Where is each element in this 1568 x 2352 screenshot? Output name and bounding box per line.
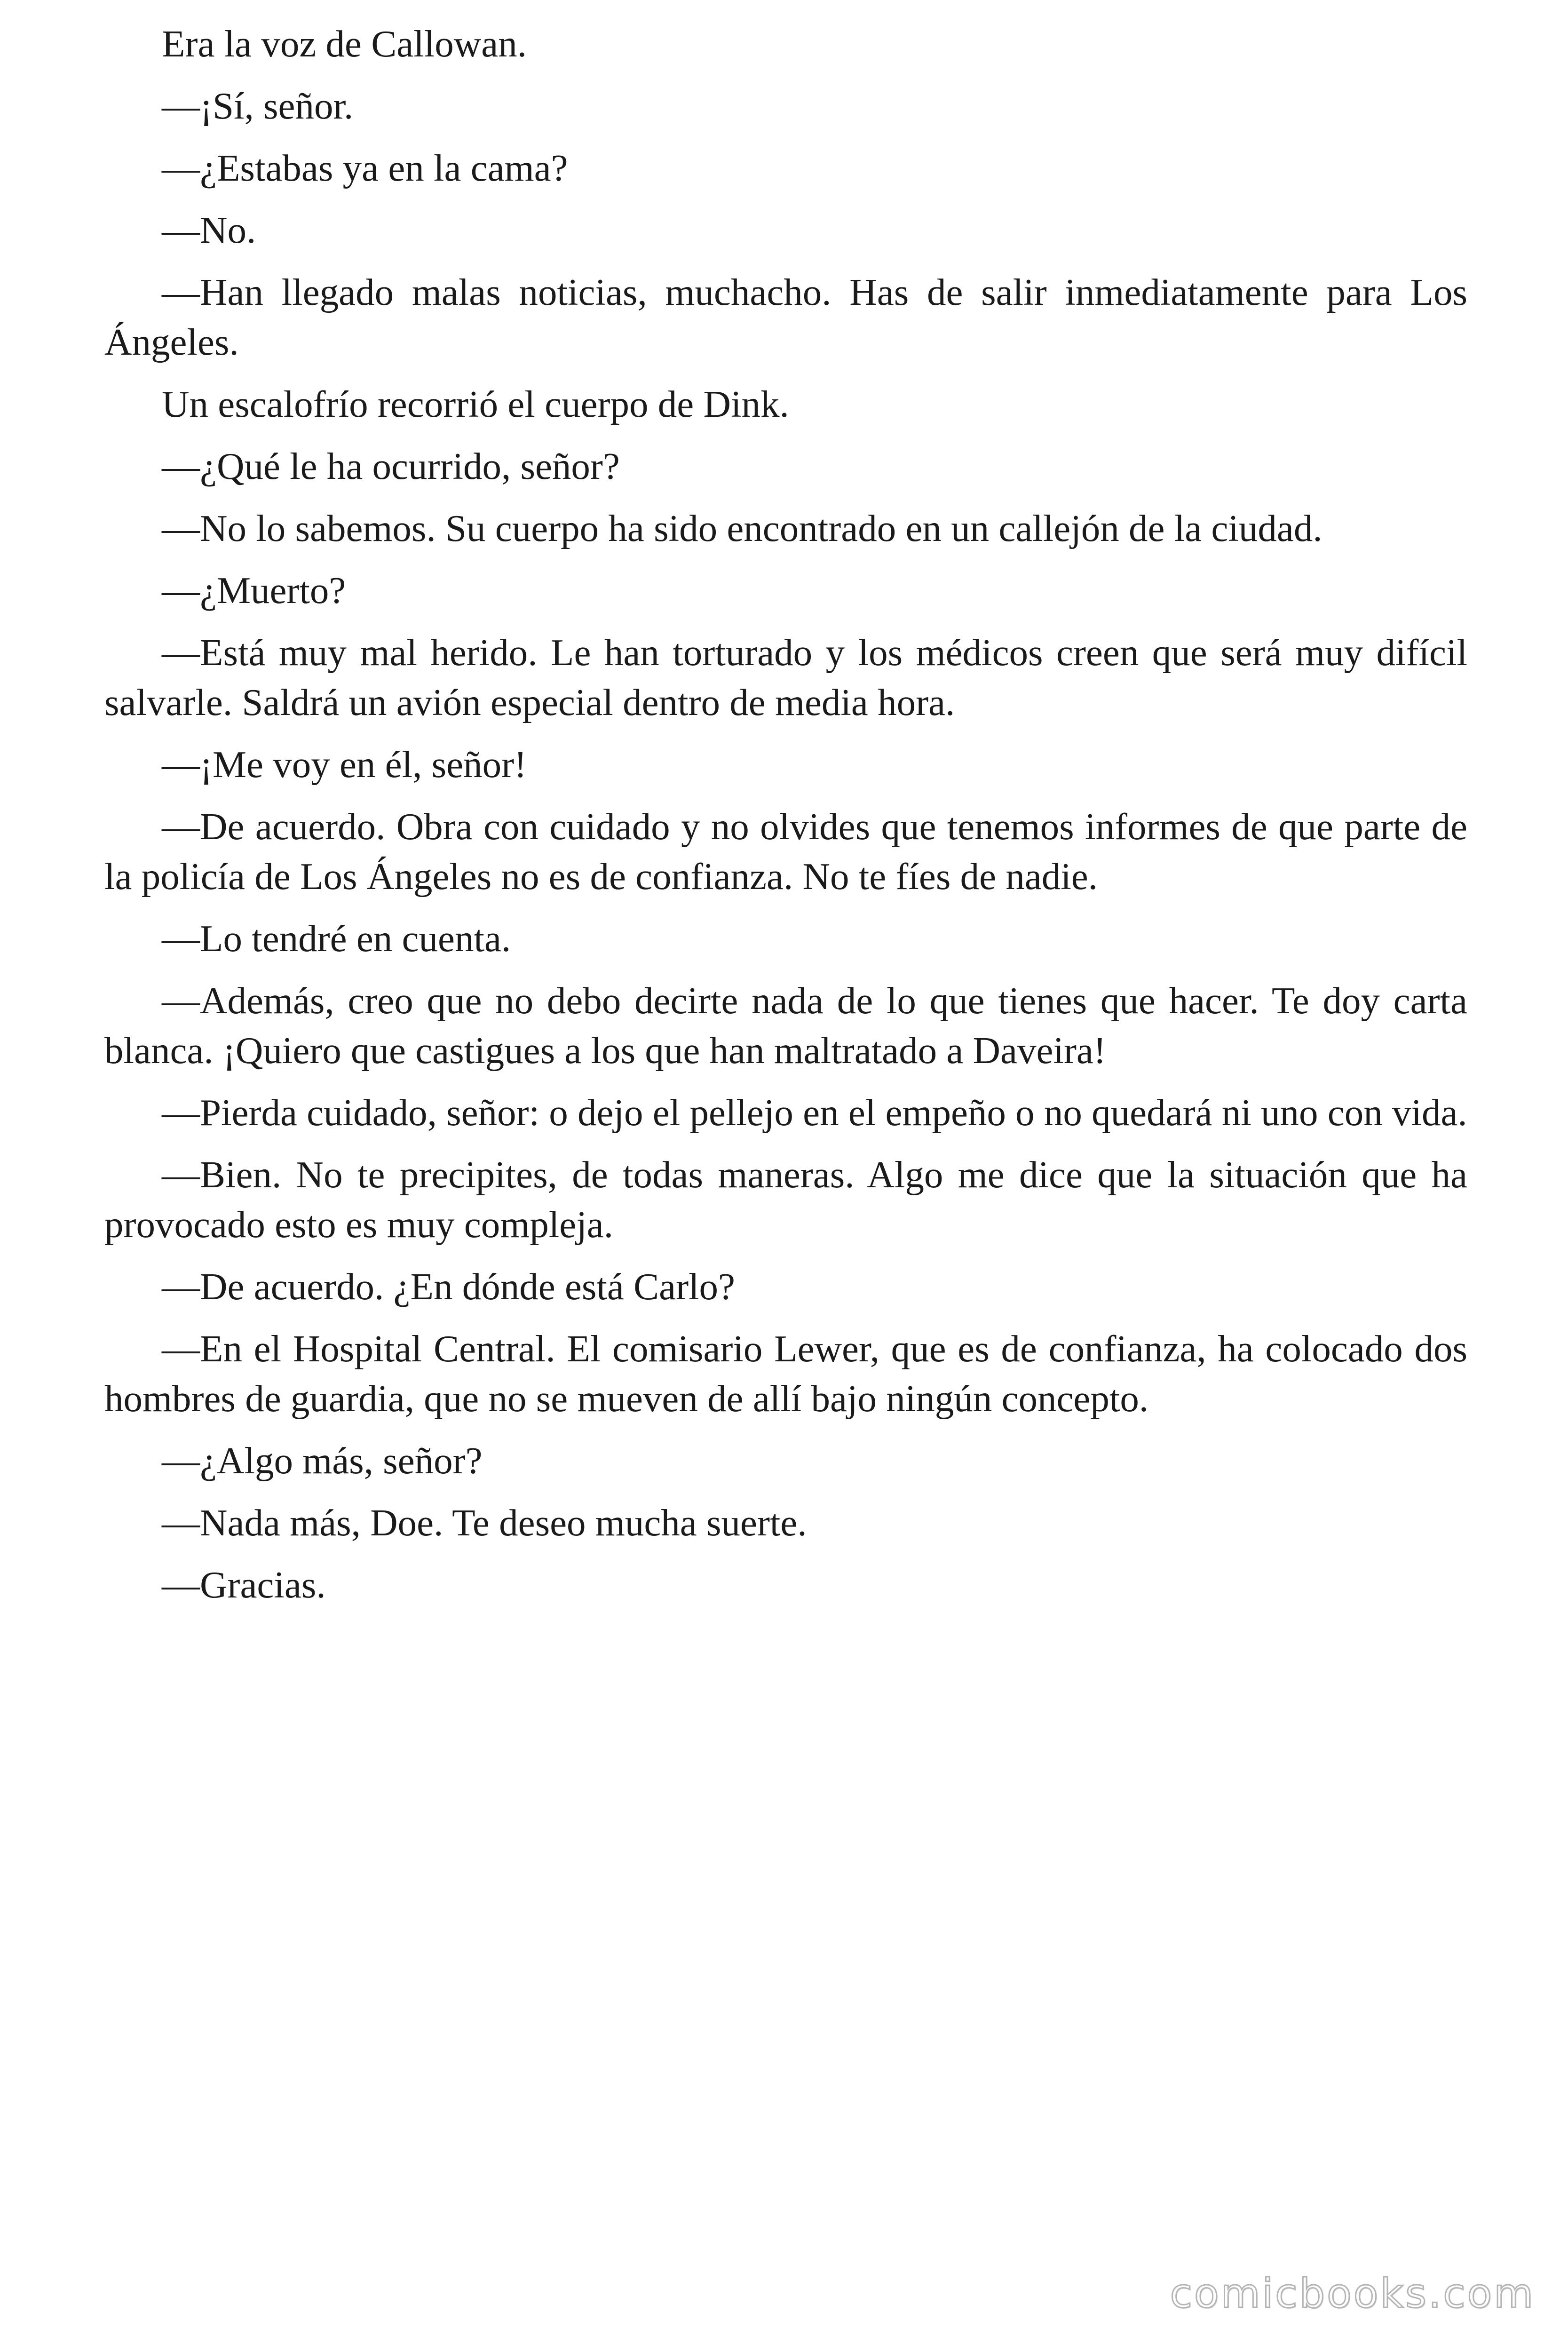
paragraph: —No. <box>162 209 256 251</box>
paragraph: —Lo tendré en cuenta. <box>162 917 511 960</box>
paragraph: —De acuerdo. Obra con cuidado y no olvides que tenemos informes de que parte de la policía de Los Ángeles no es de confianza. No te fíes de nadie. <box>104 805 1467 898</box>
paragraph: Un escalofrío recorrió el cuerpo de Dink. <box>162 383 789 425</box>
paragraph: —¡Me voy en él, señor! <box>162 743 527 786</box>
page-text <box>104 19 1467 1622</box>
paragraph: —Gracias. <box>162 1564 326 1606</box>
paragraph: —¿Muerto? <box>162 569 346 612</box>
paragraph: —En el Hospital Central. El comisario Lewer, que es de confianza, ha colocado dos hombres de guardia, que no se mueven de allí bajo ningún concepto. <box>104 1327 1467 1420</box>
paragraph: —¡Sí, señor. <box>162 85 354 127</box>
paragraph: —Además, creo que no debo decirte nada de lo que tienes que hacer. Te doy carta blanca. ¡Quiero que castigues a los que han maltratado a Daveira! <box>104 979 1467 1072</box>
paragraph: —Bien. No te precipites, de todas maneras. Algo me dice que la situación que ha provocado esto es muy compleja. <box>104 1153 1467 1246</box>
paragraph: —¿Qué le ha ocurrido, señor? <box>162 445 620 487</box>
paragraph: —De acuerdo. ¿En dónde está Carlo? <box>162 1265 735 1308</box>
paragraph: —Pierda cuidado, señor: o dejo el pellejo en el empeño o no quedará ni uno con vida. <box>162 1091 1467 1134</box>
paragraph: —¿Estabas ya en la cama? <box>162 147 568 189</box>
paragraph: Era la voz de Callowan. <box>162 23 527 65</box>
paragraph: —¿Algo más, señor? <box>162 1439 483 1482</box>
paragraph: —Está muy mal herido. Le han torturado y los médicos creen que será muy difícil salvarle. Saldrá un avión especial dentro de media hora. <box>104 631 1467 723</box>
paragraph: —Han llegado malas noticias, muchacho. Has de salir inmediatamente para Los Ángeles. <box>104 271 1467 363</box>
paragraph: —Nada más, Doe. Te deseo mucha suerte. <box>162 1502 807 1544</box>
watermark: comicbooks.com <box>1170 2270 1535 2317</box>
paragraph: —No lo sabemos. Su cuerpo ha sido encontrado en un callejón de la ciudad. <box>162 507 1323 549</box>
